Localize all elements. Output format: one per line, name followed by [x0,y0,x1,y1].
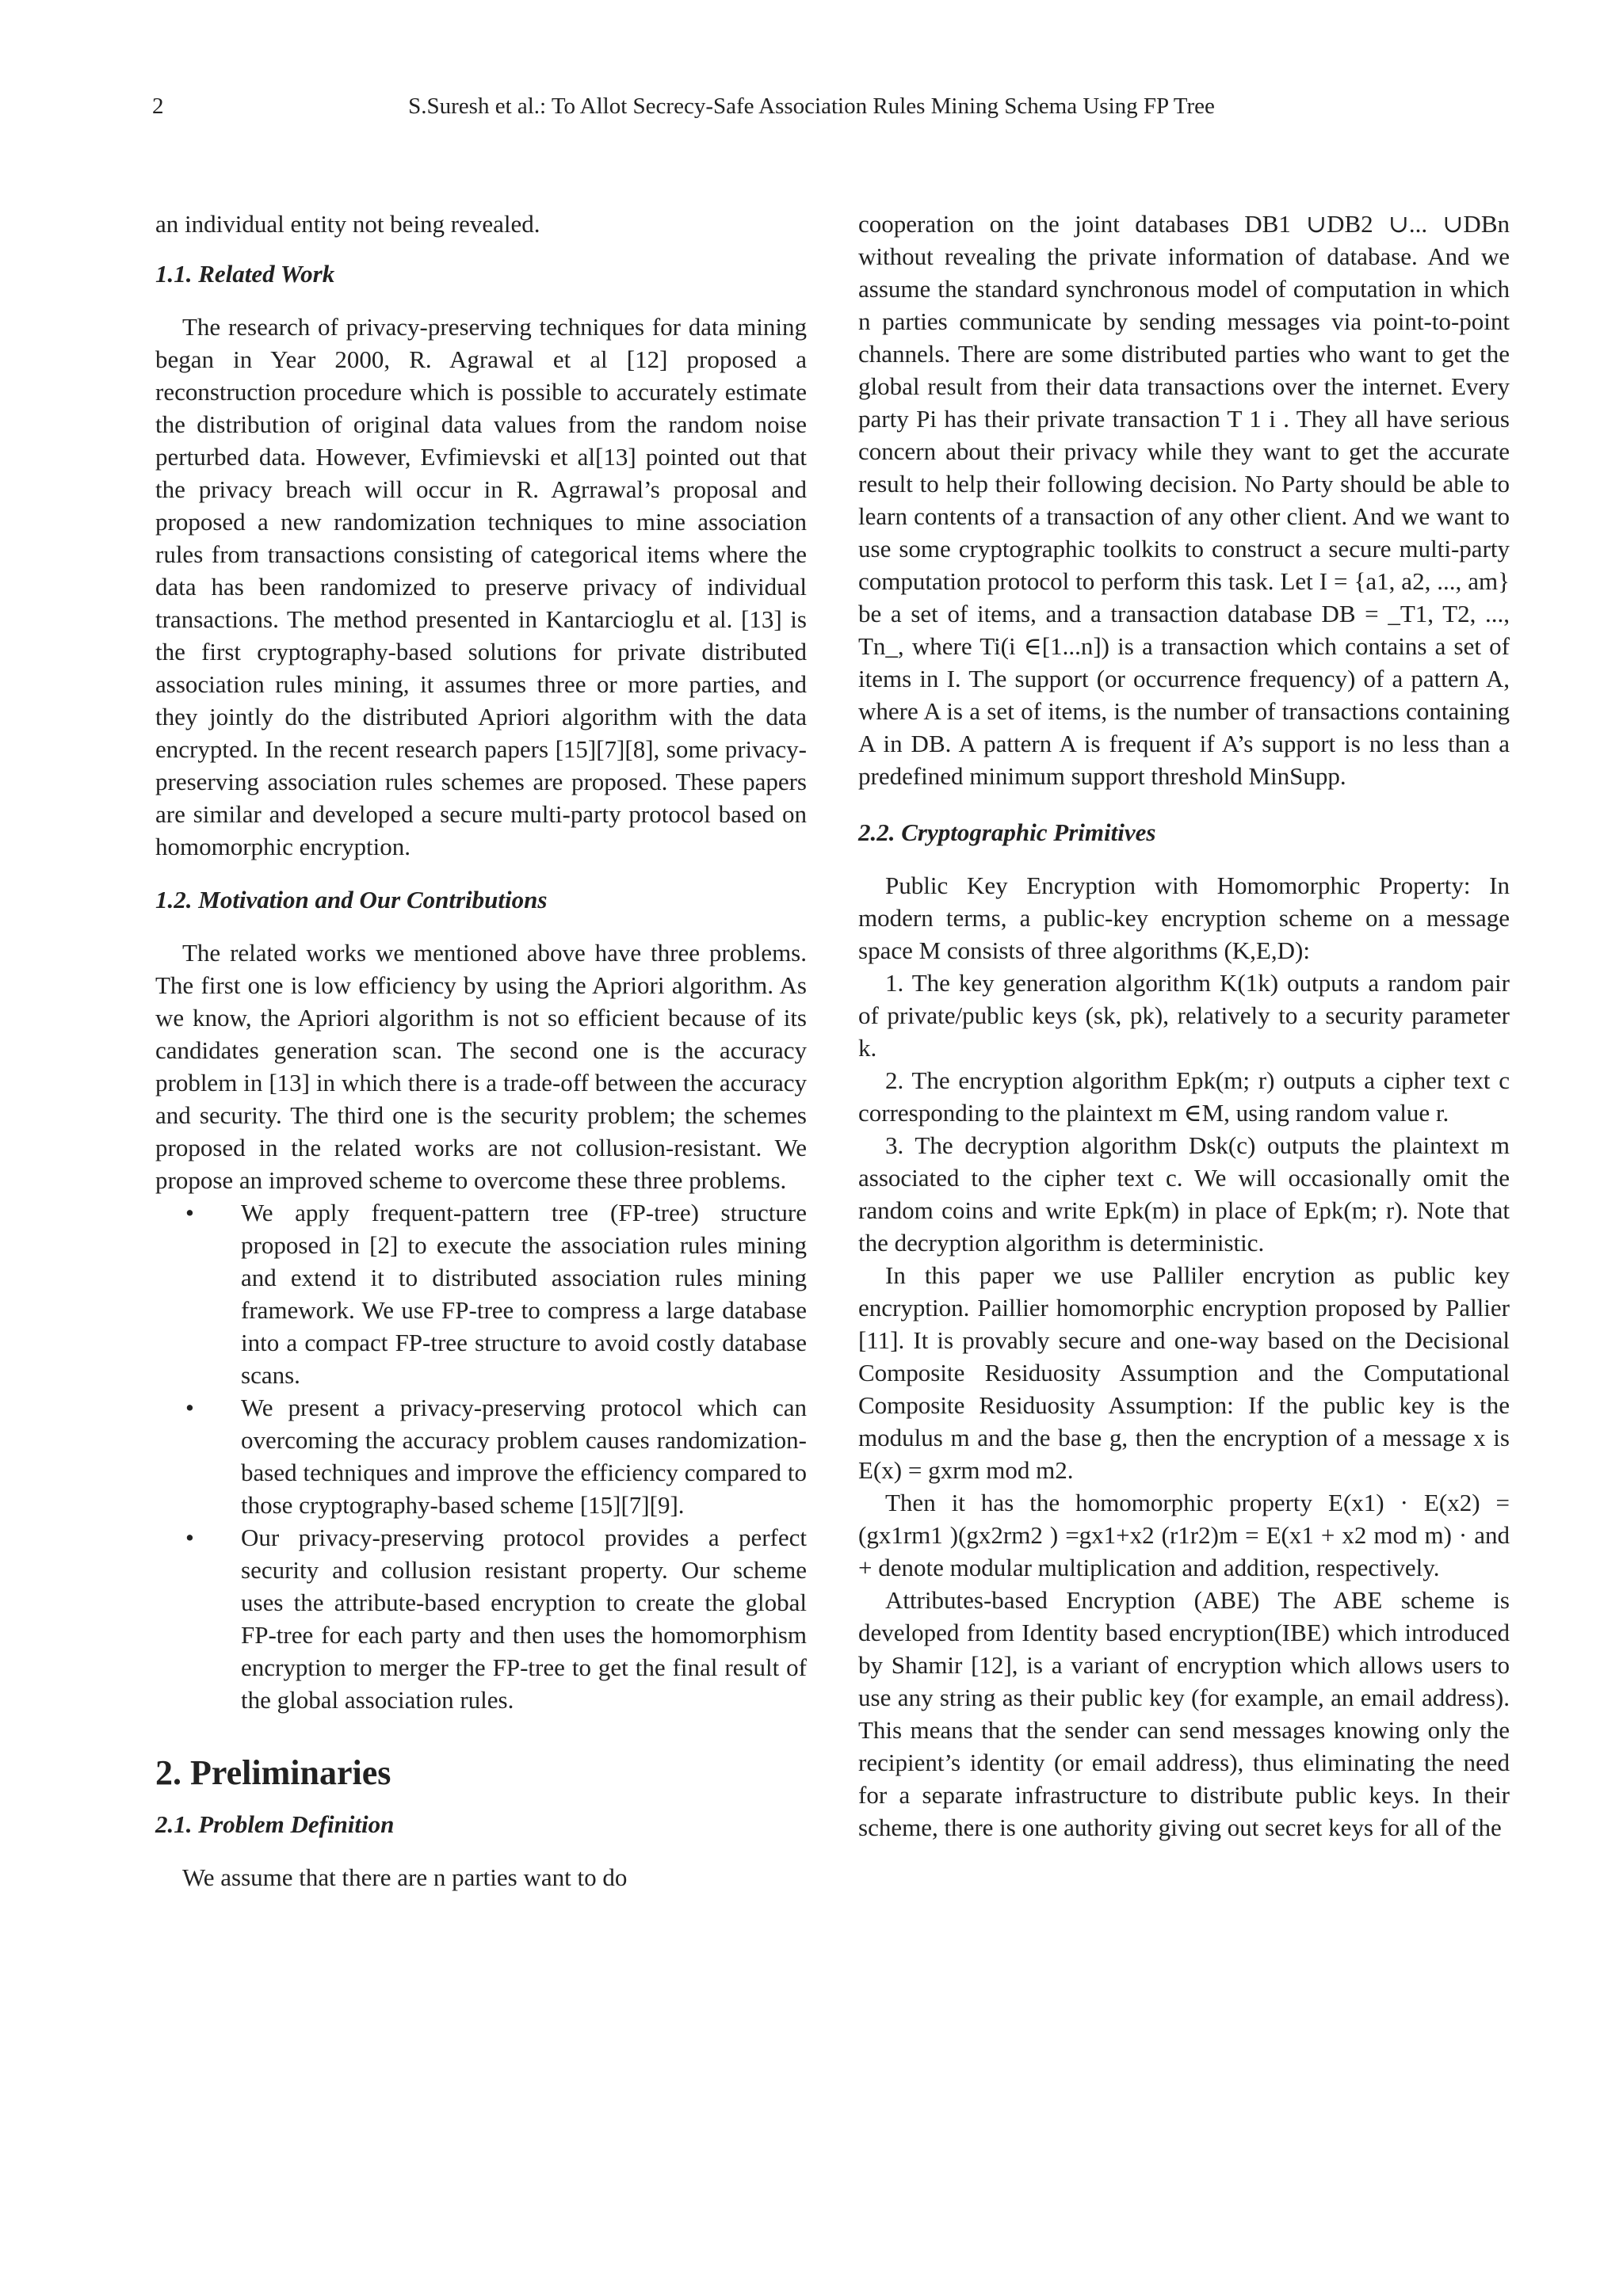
continuation-text: an individual entity not being revealed. [155,210,540,238]
section-heading-problem-definition: 2.1. Problem Definition [155,1810,395,1838]
crypto-paragraph: In this paper we use Palliler encrytion as public key encryption. Paillier homomorphic encryption proposed by Pallier [11]. It is provably secure and one-way based on the Decisional Composite Residuosity Assumption and the Computational Composite Residuosity Assumption: If the public key is the modulus m and the base g, then the encryption of a message x is E(x) = gxrm mod m2. [858,1261,1510,1484]
crypto-paragraph: Attributes-based Encryption (ABE) The ABE scheme is developed from Identity based encryption(IBE) which introduced by Shamir [12], is a variant of encryption which allows users to use any string as their public key (for example, an email address). This means that the sender can send messages knowing only the recipient’s identity (or email address), thus eliminating the need for a separate infrastructure to distribute public keys. In their scheme, there is one authority giving out secret keys for all of the [858,1586,1510,1841]
crypto-paragraph: 2. The encryption algorithm Epk(m; r) outputs a cipher text c corresponding to the plaintext m ∈M, using random value r. [858,1066,1510,1127]
list-item: • We apply frequent-pattern tree (FP-tree) structure proposed in [2] to execute the association rules mining and extend it to distributed association rules mining framework. We use FP-tree to compress a large database into a compact FP-tree structure to avoid costly database scans. [155,1196,807,1391]
section-heading-motivation: 1.2. Motivation and Our Contributions [155,886,548,913]
related-work-paragraph: The research of privacy-preserving techniques for data mining began in Year 2000, R. Agrawal et al [12] proposed a reconstruction procedure which is possible to accurately estimate the distribution of original data values from the random noise perturbed data. However, Evfimievski et al[13] pointed out that the privacy breach will occur in R. Agrrawal’s proposal and proposed a new randomization techniques to mine association rules from transactions consisting of categorical items where the data has been randomized to preserve privacy of individual transactions. The method presented in Kantarcioglu et al. [13] is the first cryptography-based solutions for private distributed association rules mining, it assumes three or more parties, and they jointly do the distributed Apriori algorithm with the data encrypted. In the recent research papers [15][7][8], some privacy-preserving association rules schemes are proposed. These papers are similar and developed a secure multi-party protocol based on homomorphic encryption. [155,313,807,860]
problem-definition-paragraph: We assume that there are n parties want to do [182,1863,628,1891]
right-column [858,208,1510,1844]
section-heading-preliminaries: 2. Preliminaries [155,1753,391,1792]
crypto-paragraph: Then it has the homomorphic property E(x1) · E(x2) = (gx1rm1 )(gx2rm2 ) =gx1+x2 (r1r2)m = E(x1 + x2 mod m) · and + denote modular multiplication and addition, respectively. [858,1489,1510,1581]
left-column [155,208,807,1894]
running-title: S.Suresh et al.: To Allot Secrecy-Safe Association Rules Mining Schema Using FP Tree [408,93,1215,119]
crypto-paragraph: 3. The decryption algorithm Dsk(c) outputs the plaintext m associated to the cipher text c. We will occasionally omit the random coins and write Epk(m) in place of Epk(m; r). Note that the decryption algorithm is deterministic. [858,1131,1510,1257]
problem-definition-continued: cooperation on the joint databases DB1 ∪DB2 ∪... ∪DBn without revealing the private information of database. And we assume the standard synchronous model of computation in which n parties communicate by sending messages via point-to-point channels. There are some distributed parties who want to get the global result from their data transactions over the internet. Every party Pi has their private transaction T 1 i . They all have serious concern about their privacy while they want to get the accurate result to help their following decision. No Party should be able to learn contents of a transaction of any other client. And we want to use some cryptographic toolkits to construct a secure multi-party computation protocol to perform this task. Let I = {a1, a2, ..., am} be a set of items, and a transaction database DB = _T1, T2, ..., Tn_, where Ti(i ∈[1...n]) is a transaction which contains a set of items in I. The support (or occurrence frequency) of a pattern A, where A is a set of items, is the number of transactions containing A in DB. A pattern A is frequent if A’s support is no less than a predefined minimum support threshold MinSupp. [858,210,1510,790]
page-header [0,93,1623,125]
list-item: • Our privacy-preserving protocol provides a perfect security and collusion resistant property. Our scheme uses the attribute-based encryption to create the global FP-tree for each party and then uses the homomorphism encryption to merger the FP-tree to get the final result of the global association rules. [155,1521,807,1716]
motivation-paragraph: The related works we mentioned above have three problems. The first one is low efficiency by using the Apriori algorithm. As we know, the Apriori algorithm is not so efficient because of its candidates generation scan. The second one is the accuracy problem in [13] in which there is a trade-off between the accuracy and security. The third one is the security problem; the schemes proposed in the related works are not collusion-resistant. We propose an improved scheme to overcome these three problems. [155,939,807,1194]
section-heading-related-work: 1.1. Related Work [155,260,335,288]
contributions-list [155,1196,807,1716]
crypto-paragraph: Public Key Encryption with Homomorphic Property: In modern terms, a public-key encryption scheme on a message space M consists of three algorithms (K,E,D): [858,871,1510,964]
list-item: • We present a privacy-preserving protocol which can overcoming the accuracy problem causes randomization-based techniques and improve the efficiency compared to those cryptography-based scheme [15][7][9]. [155,1391,807,1521]
section-heading-cryptographic-primitives: 2.2. Cryptographic Primitives [858,818,1156,846]
page-number: 2 [152,93,164,119]
crypto-paragraph: 1. The key generation algorithm K(1k) outputs a random pair of private/public keys (sk, pk), relatively to a security parameter k. [858,969,1510,1062]
